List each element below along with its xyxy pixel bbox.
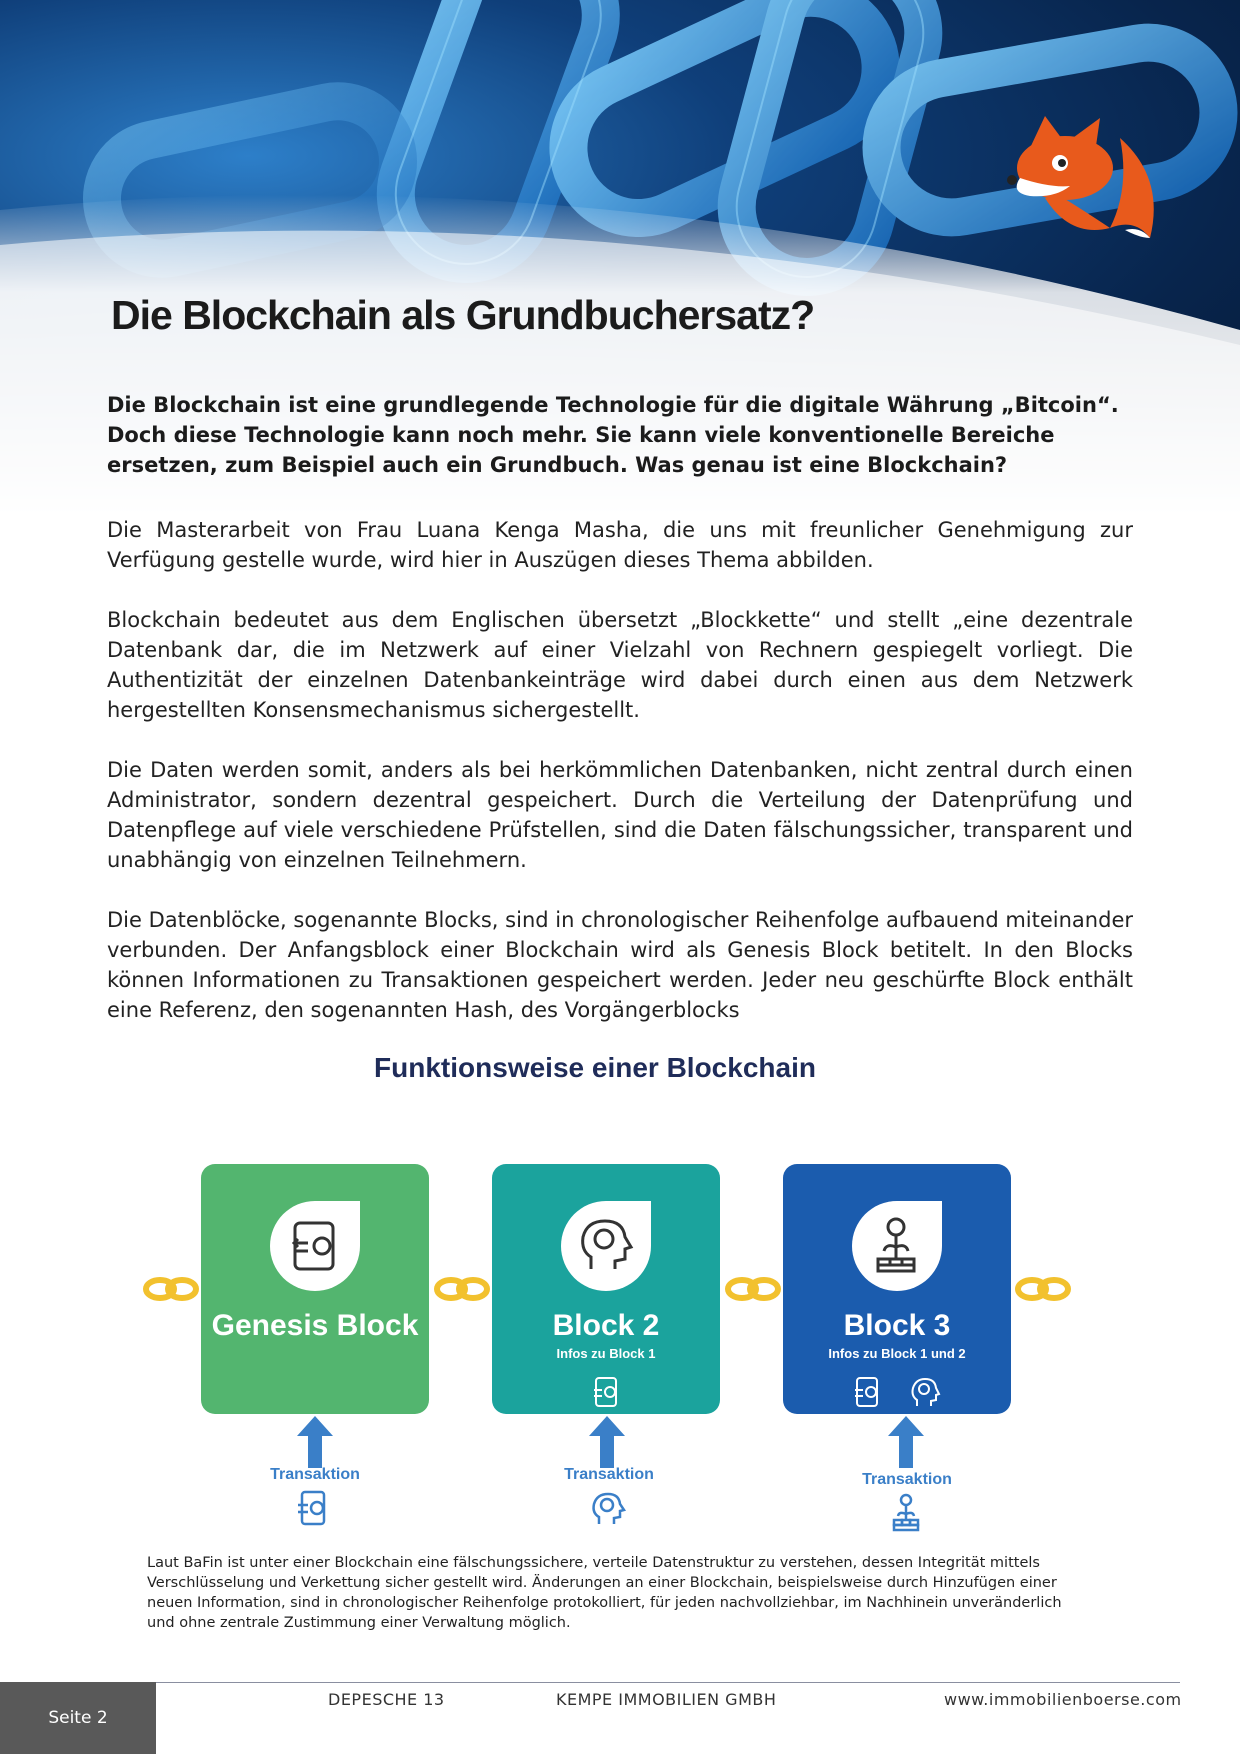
block-name: Block 2 — [552, 1309, 660, 1342]
paragraph-4: Die Datenblöcke, sogenannte Blocks, sind in chronologischer Reihenfolge aufbauend miteinander verbunden. Der Anfangsblock einer Blockchain wird als Genesis Block betitelt. In den Blocks können Informationen zu Transaktionen gespeichert werden. Jeder neu geschürfte Block enthält eine Referenz, den sogenannten Hash, des Vorgängerblocks — [107, 908, 1133, 1022]
footnote: Laut BaFin ist unter einer Blockchain eine fälschungssichere, verteile Datenstruktur zu verstehen, dessen Integrität mittels Verschlüsselung und Verkettung sicher gestellt wird. Änderungen an einer Blockchain, beispielsweise durch Hinzufügen einer neuen Information, sind in chronologischer Reihenfolge protokolliert, für jeden nachvollziehbar, im Nachhinein unveränderlich und ohne zentrale Zustimmung einer Verwaltung möglich. — [147, 1555, 1062, 1631]
fox-mascot-icon — [1000, 108, 1170, 258]
mind-money-icon — [559, 1199, 653, 1293]
website-link[interactable]: www.immobilienboerse.com — [944, 1690, 1182, 1709]
mind-money-icon — [588, 1488, 628, 1528]
arrow-up-icon — [295, 1414, 335, 1470]
mobile-payment-icon — [293, 1488, 333, 1528]
diagram-title: Funktionsweise einer Blockchain — [374, 1052, 816, 1083]
company-name: KEMPE IMMOBILIEN GMBH — [556, 1690, 777, 1709]
mobile-payment-icon — [268, 1199, 362, 1293]
block-name: Block 3 — [843, 1309, 951, 1342]
article-lead: Die Blockchain ist eine grundlegende Technologie für die digitale Währung „Bitcoin“. Doch diese Technologie kann noch mehr. Sie kann viele konventionelle Bereiche ersetzen, zum Beispiel auch ein Grundbuch. Was genau ist eine Blockchain? — [107, 393, 1119, 477]
block-info: Infos zu Block 1 und 2 — [828, 1346, 966, 1361]
page-number-label: Seite 2 — [48, 1708, 108, 1728]
block-3 — [783, 1164, 1011, 1414]
arrow-up-icon — [587, 1414, 627, 1470]
paragraph-3: Die Daten werden somit, anders als bei herkömmlichen Datenbanken, nicht zentral durch einen Administrator, sondern dezentral gespeichert. Durch die Verteilung der Datenprüfung und Datenpflege auf viele verschiedene Prüfstellen, sind die Daten fälschungssicher, transparent und unabhängig von einzelnen Teilnehmern. — [107, 758, 1133, 872]
transaction-label: Transaktion — [270, 1466, 360, 1483]
footer-divider — [156, 1682, 1180, 1683]
chain-link-icon — [722, 1273, 784, 1305]
mobile-payment-icon — [588, 1374, 624, 1410]
block-info: Infos zu Block 1 — [556, 1346, 656, 1361]
article-title: Die Blockchain als Grundbuchersatz? — [111, 292, 815, 338]
block-2 — [492, 1164, 720, 1414]
arrow-up-icon — [886, 1414, 926, 1470]
mobile-payment-icon — [849, 1374, 885, 1410]
issue-label: DEPESCHE 13 — [328, 1690, 445, 1709]
genesis-block — [201, 1164, 429, 1414]
block-name: Genesis Block — [211, 1309, 419, 1342]
paragraph-2: Blockchain bedeutet aus dem Englischen übersetzt „Blockkette“ und stellt „eine dezentrale Datenbank dar, die im Netzwerk auf einer Vielzahl von Rechnern gespiegelt vorliegt. Die Authentizität der einzelnen Datenbankeinträge wird dabei durch einen aus dem Netzwerk hergestellten Konsensmechanismus sichergestellt. — [107, 608, 1133, 722]
chain-link-icon — [140, 1273, 202, 1305]
chain-link-icon — [1012, 1273, 1074, 1305]
mind-money-icon — [907, 1374, 943, 1410]
transaction-label: Transaktion — [564, 1466, 654, 1483]
money-growth-icon — [886, 1492, 926, 1532]
paragraph-1: Die Masterarbeit von Frau Luana Kenga Masha, die uns mit freunlicher Genehmigung zur Verfügung gestelle wurde, wird hier in Auszügen dieses Thema abbilden. — [107, 518, 1133, 572]
chain-link-icon — [431, 1273, 493, 1305]
page-number — [0, 1682, 156, 1754]
money-growth-icon — [850, 1199, 944, 1293]
transaction-label: Transaktion — [862, 1471, 952, 1488]
